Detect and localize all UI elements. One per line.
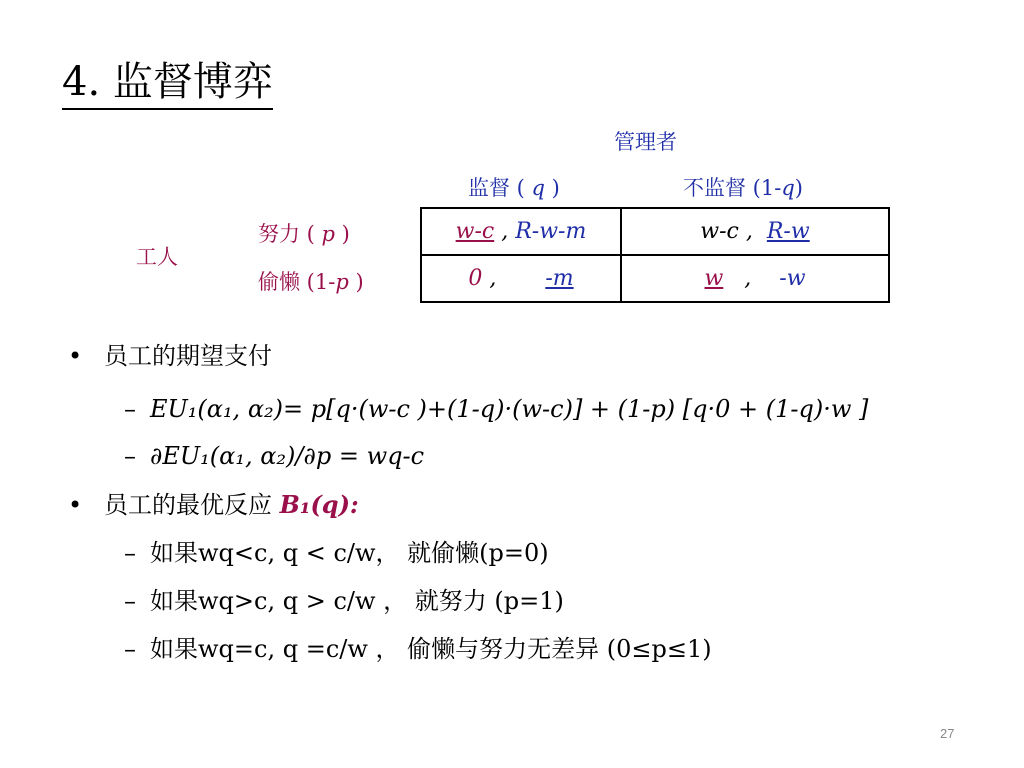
slide-title: 4. 监督博弈 bbox=[62, 56, 273, 110]
row-player-label: 工人 bbox=[136, 245, 178, 269]
payoff-matrix bbox=[420, 207, 890, 303]
row-header-work: 努力 ( p ) bbox=[258, 222, 350, 246]
formula-derivative: ∂EU₁(α₁, α₂)/∂p = wq-c bbox=[150, 442, 425, 470]
best-response-case-indifferent: 如果wq=c, q =c/w ， 偷懒与努力无差异 (0≤p≤1) bbox=[150, 635, 712, 663]
row-header-shirk: 偷懒 (1-p ) bbox=[258, 270, 364, 294]
best-response-case-work: 如果wq>c, q > c/w ， 就努力 (p=1) bbox=[150, 587, 564, 615]
bullet-expected-payoff: 员工的期望支付 bbox=[104, 342, 272, 370]
sub-bullet-dash: – bbox=[124, 587, 136, 615]
sub-bullet-dash: – bbox=[124, 635, 136, 663]
cell-work-monitor: w-c , R-w-m bbox=[455, 218, 587, 244]
cell-shirk-nomonitor: w , -w bbox=[704, 265, 806, 291]
sub-bullet-dash: – bbox=[124, 539, 136, 567]
best-response-case-shirk: 如果wq<c, q < c/w， 就偷懒(p=0) bbox=[150, 539, 549, 567]
sub-bullet-dash: – bbox=[124, 395, 136, 423]
sub-bullet-dash: – bbox=[124, 442, 136, 470]
bullet-dot: • bbox=[68, 342, 83, 370]
formula-expected-utility: EU₁(α₁, α₂)= p[q·(w-c )+(1-q)·(w-c)] + (1-p) [q·0 + (1-q)·w ] bbox=[150, 395, 869, 423]
cell-shirk-monitor: 0 , -m bbox=[468, 265, 574, 291]
bullet-best-response: 员工的最优反应 B₁(q): bbox=[104, 490, 359, 519]
bullet-dot: • bbox=[68, 491, 83, 519]
page-number: 27 bbox=[940, 726, 955, 741]
col-header-monitor: 监督 ( q ) bbox=[468, 176, 560, 200]
cell-work-nomonitor: w-c , R-w bbox=[700, 218, 810, 244]
column-player-label: 管理者 bbox=[614, 130, 677, 154]
col-header-no-monitor: 不监督 (1-q) bbox=[683, 176, 803, 200]
